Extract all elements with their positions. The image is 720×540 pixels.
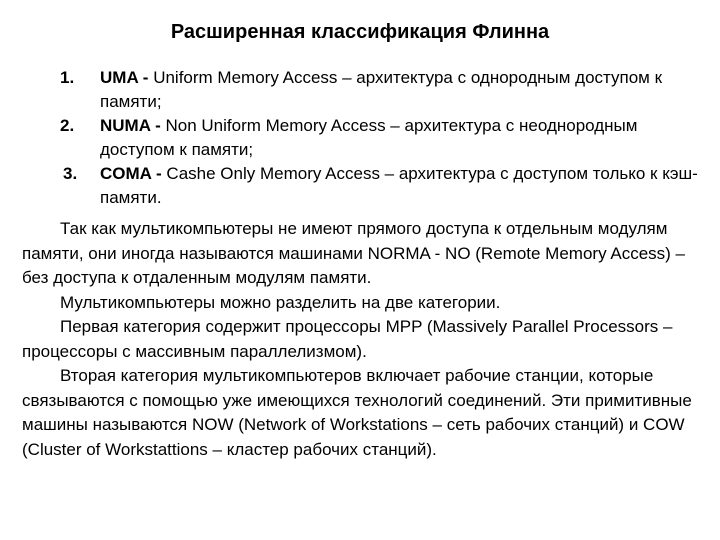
list-item-numa (60, 114, 700, 162)
list-number: 3. (63, 164, 78, 183)
list-term: COMA - (100, 164, 162, 183)
list-text: Uniform Memory Access – архитектура с однородным доступом к памяти; (100, 68, 663, 111)
paragraph-now-cow: Вторая категория мультикомпьютеров включает рабочие станции, которые связываются с помощью уже имеющихся технологий соединений. Эти примитивные машины называются NOW (Network of Workstations – сеть рабочих станций) и COW (Cluster of Workstattions – кластер рабочих станций). (22, 366, 692, 459)
paragraph-norma: Так как мультикомпьютеры не имеют прямого доступа к отдельным модулям памяти, они иногда называются машинами NORMA - NO (Remote Memory Access) – без доступа к отдаленным модулям памяти. (22, 219, 685, 287)
body-text (22, 217, 702, 462)
paragraph-mpp: Первая категория содержит процессоры MPP (Massively Parallel Processors – процессоры с массивным параллелизмом). (22, 317, 673, 361)
classification-list (60, 66, 700, 210)
list-item-coma (60, 162, 700, 210)
list-text: Non Uniform Memory Access – архитектура с неоднородным доступом к памяти; (100, 116, 638, 159)
paragraph-categories: Мультикомпьютеры можно разделить на две категории. (60, 292, 501, 312)
list-text: Cashe Only Memory Access – архитектура с доступом только к кэш-памяти. (100, 164, 698, 207)
list-number: 1. (60, 68, 75, 87)
slide-title: Расширенная классификация Флинна (170, 21, 550, 43)
list-item-uma (60, 66, 700, 114)
list-term: UMA - (100, 68, 149, 87)
list-term: NUMA - (100, 116, 161, 135)
list-number: 2. (60, 116, 75, 135)
